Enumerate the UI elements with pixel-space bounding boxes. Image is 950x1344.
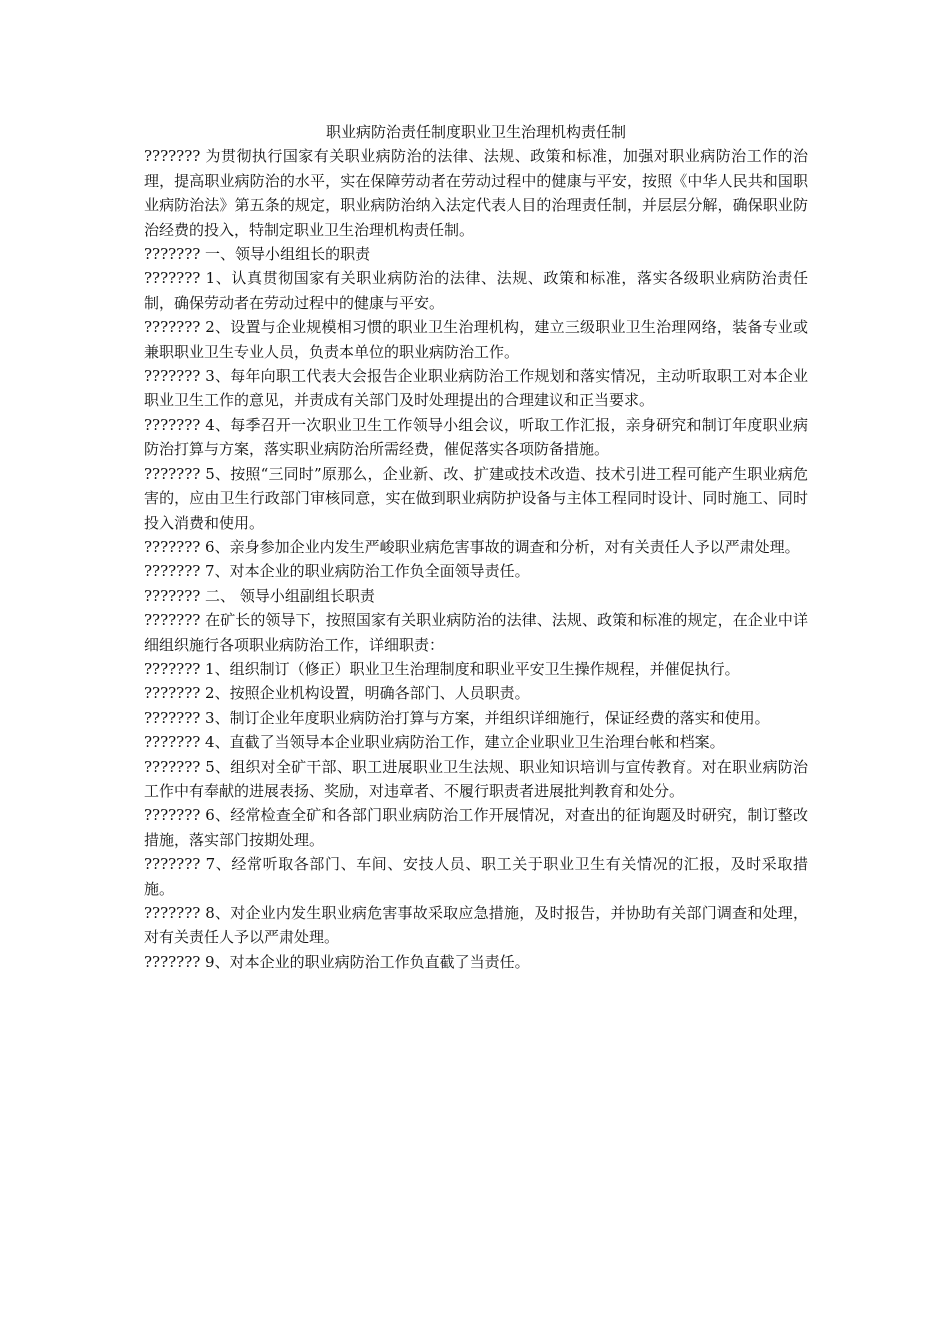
paragraph-intro: ??????? 为贯彻执行国家有关职业病防治的法律、法规、政策和标准，加强对职业病防治工作的治理，提高职业病防治的水平，实在保障劳动者在劳动过程中的健康与平安，按照《中华人民共和国职业病防治法》第五条的规定，职业病防治纳入法定代表人目的治理责任制，并层层分解，确保职业防治经费的投入，特制定职业卫生治理机构责任制。 — [144, 147, 808, 239]
paragraph-deputy-7: ??????? 7、经常听取各部门、车间、安技人员、职工关于职业卫生有关情况的汇报，及时采取措施。 — [144, 855, 808, 898]
paragraph-leader-1: ??????? 1、认真贯彻国家有关职业病防治的法律、法规、政策和标准，落实各级职业病防治责任制，确保劳动者在劳动过程中的健康与平安。 — [144, 269, 808, 312]
paragraph-deputy-4: ??????? 4、直截了当领导本企业职业病防治工作，建立企业职业卫生治理台帐和档案。 — [144, 733, 725, 752]
paragraph-deputy-2: ??????? 2、按照企业机构设置，明确各部门、人员职责。 — [144, 684, 530, 703]
paragraph-leader-2: ??????? 2、设置与企业规模相习惯的职业卫生治理机构，建立三级职业卫生治理网络，装备专业或兼职职业卫生专业人员，负责本单位的职业病防治工作。 — [144, 318, 808, 361]
paragraph-leader-3: ??????? 3、每年向职工代表大会报告企业职业病防治工作规划和落实情况，主动听取职工对本企业职业卫生工作的意见，并责成有关部门及时处理提出的合理建议和正当要求。 — [144, 367, 808, 410]
paragraph-leader-4: ??????? 4、每季召开一次职业卫生工作领导小组会议，听取工作汇报，亲身研究和制订年度职业病防治打算与方案，落实职业病防治所需经费，催促落实各项防备措施。 — [144, 415, 808, 459]
paragraph-deputy-5: ??????? 5、组织对全矿干部、职工进展职业卫生法规、职业知识培训与宣传教育。对在职业病防治工作中有奉献的进展表扬、奖励，对违章者、不履行职责者进展批判教育和处分。 — [144, 757, 808, 800]
paragraph-deputy-8: ??????? 8、对企业内发生职业病危害事故采取应急措施，及时报告，并协助有关部门调查和处理，对有关责任人予以严肃处理。 — [144, 904, 808, 947]
section-heading-deputy: ??????? 二、 领导小组副组长职责 — [144, 586, 375, 605]
paragraph-leader-7: ??????? 7、对本企业的职业病防治工作负全面领导责任。 — [144, 562, 530, 581]
document-title: 职业病防治责任制度职业卫生治理机构责任制 — [325, 123, 626, 141]
section-heading-leader: ??????? 一、领导小组组长的职责 — [144, 245, 371, 264]
paragraph-leader-5: ??????? 5、按照“三同时”原那么，企业新、改、扩建或技术改造、技术引进工程可能产生职业病危害的，应由卫生行政部门审核同意，实在做到职业病防护设备与主体工程同时设计、同时施工、同时投入消费和使用。 — [144, 464, 808, 532]
paragraph-leader-6: ??????? 6、亲身参加企业内发生严峻职业病危害事故的调查和分析，对有关责任人予以严肃处理。 — [144, 537, 800, 556]
paragraph-deputy-9: ??????? 9、对本企业的职业病防治工作负直截了当责任。 — [144, 952, 530, 971]
paragraph-deputy-3: ??????? 3、制订企业年度职业病防治打算与方案，并组织详细施行，保证经费的落实和使用。 — [144, 708, 770, 727]
paragraph-deputy-intro: ??????? 在矿长的领导下，按照国家有关职业病防治的法律、法规、政策和标准的规定，在企业中详细组织施行各项职业病防治工作，详细职责： — [144, 611, 808, 654]
paragraph-deputy-1: ??????? 1、组织制订（修正）职业卫生治理制度和职业平安卫生操作规程，并催促执行。 — [144, 659, 740, 678]
paragraph-deputy-6: ??????? 6、经常检查全矿和各部门职业病防治工作开展情况，对查出的征询题及时研究，制订整改措施，落实部门按期处理。 — [144, 806, 808, 849]
document-page — [144, 120, 808, 974]
